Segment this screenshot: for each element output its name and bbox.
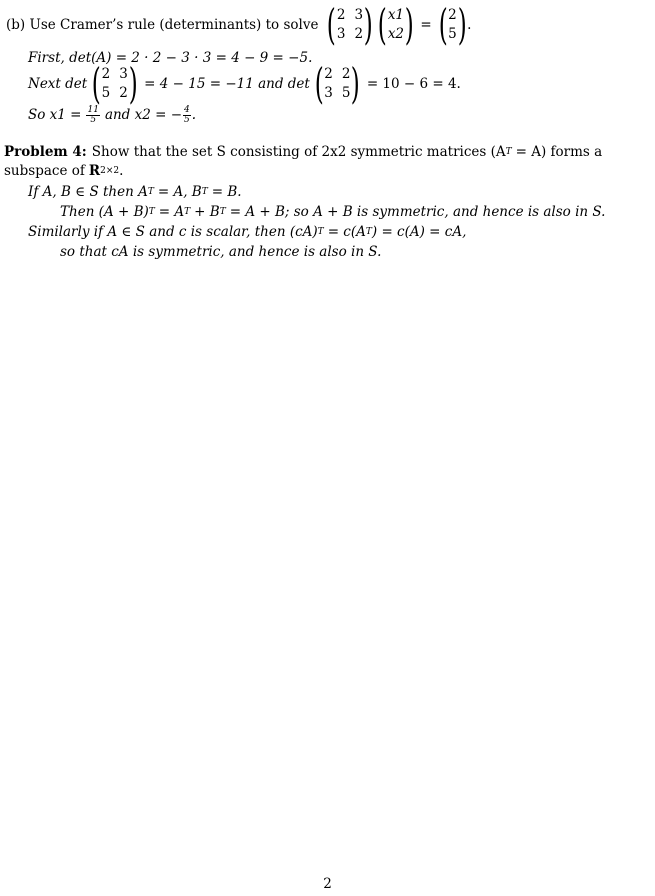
- fraction-x2: [183, 106, 191, 125]
- left-paren: (: [314, 59, 324, 108]
- problem4-text2: subspace of: [4, 163, 85, 179]
- l2d: = A + B; so A + B is symmetric, and hence is also in S.: [229, 204, 606, 220]
- left-paren: (: [438, 0, 448, 49]
- left-paren: (: [91, 59, 101, 108]
- l1-text: If A, B ∈ S then A: [28, 184, 148, 200]
- matrix-cell: 2: [341, 66, 351, 83]
- period: .: [467, 16, 472, 33]
- l1-mid: = A, B: [157, 184, 202, 200]
- problem4-text1: Show that the set S consisting of 2x2 symmetric matrices (A: [91, 144, 506, 160]
- vector-cell: x2: [387, 26, 405, 42]
- fraction-denominator: 5: [184, 115, 190, 125]
- fraction-denominator: 5: [90, 115, 97, 125]
- right-paren: ): [363, 0, 373, 49]
- fraction-numerator: 11: [87, 105, 99, 115]
- matrix-cell: 5: [101, 85, 111, 101]
- problem4-line4: Then (A + B) T = A T + B T = A + B; so A + B is symmetric, and hence is also in S.: [60, 204, 606, 220]
- next-prefix: Next det: [28, 75, 88, 92]
- fraction-numerator: 4: [184, 105, 190, 115]
- vector-cell: 5: [448, 26, 457, 42]
- l2c: + B: [194, 204, 220, 220]
- problem4-line6: [60, 244, 381, 261]
- problem4-text1b: = A) forms a: [515, 144, 603, 160]
- right-paren: ): [404, 0, 414, 49]
- right-paren: ): [128, 59, 138, 108]
- l2b: = A: [158, 204, 185, 220]
- problem4-line2: subspace of R 2×2 .: [4, 163, 124, 179]
- l2a: Then (A + B): [60, 204, 149, 220]
- l3b: = c(A: [327, 224, 366, 240]
- matrix-cell: 3: [119, 66, 128, 83]
- so-mid: and x2 = −: [104, 107, 183, 124]
- left-paren: (: [378, 0, 388, 49]
- real-numbers-symbol: R: [88, 163, 101, 179]
- problem4-line5: Similarly if A ∈ S and c is scalar, then (cA) T = c(A T ) = c(A) = cA,: [28, 224, 467, 240]
- matrix-cell: 3: [354, 7, 364, 24]
- right-paren: ): [457, 0, 467, 49]
- page-number: 2: [323, 876, 332, 892]
- matrix-cell: 3: [324, 85, 333, 101]
- vector-cell: 2: [448, 7, 457, 24]
- l3a: Similarly if A ∈ S and c is scalar, then (cA): [28, 224, 318, 240]
- next-result-1: = 4 − 15 = −11 and det: [144, 75, 310, 92]
- l4: so that cA is symmetric, and hence is also in S.: [60, 244, 382, 260]
- problem4-title: Problem 4:: [4, 144, 87, 160]
- matrix-1: [102, 66, 128, 102]
- problem4-line1: Problem 4: Show that the set S consisting of 2x2 symmetric matrices (A T = A) forms a: [4, 144, 603, 160]
- problem4-line3: If A, B ∈ S then A T = A, B T = B.: [28, 184, 242, 200]
- matrix-cell: 2: [119, 85, 128, 101]
- so-line: [28, 106, 196, 125]
- part-b-label: (b) Use Cramer’s rule (determinants) to solve: [6, 16, 319, 33]
- l3c: ) = c(A) = cA,: [371, 224, 467, 240]
- next-result-2: = 10 − 6 = 4.: [366, 75, 461, 92]
- matrix-cell: 2: [354, 26, 364, 42]
- matrix-cell: 5: [341, 85, 351, 101]
- l1-end: = B.: [211, 184, 242, 200]
- part-b-line: [6, 2, 471, 48]
- first-text: First, det(A) = 2 · 2 − 3 · 3 = 4 − 9 = −5.: [28, 50, 313, 66]
- matrix-cell: 3: [336, 26, 346, 42]
- vector-b: [448, 7, 457, 43]
- equals-sign: =: [420, 16, 432, 33]
- next-line: [28, 59, 461, 108]
- matrix-a: [337, 7, 363, 43]
- matrix-cell: 2: [336, 7, 346, 24]
- left-paren: (: [327, 0, 337, 49]
- vector-cell: x1: [387, 7, 405, 24]
- so-end: .: [191, 107, 197, 124]
- so-prefix: So x1 =: [28, 107, 82, 124]
- matrix-cell: 2: [324, 66, 333, 83]
- fraction-x1: [86, 106, 99, 125]
- right-paren: ): [351, 59, 361, 108]
- matrix-2: [324, 66, 350, 102]
- vector-x: [388, 7, 404, 43]
- period: .: [119, 163, 124, 179]
- matrix-cell: 2: [101, 66, 111, 83]
